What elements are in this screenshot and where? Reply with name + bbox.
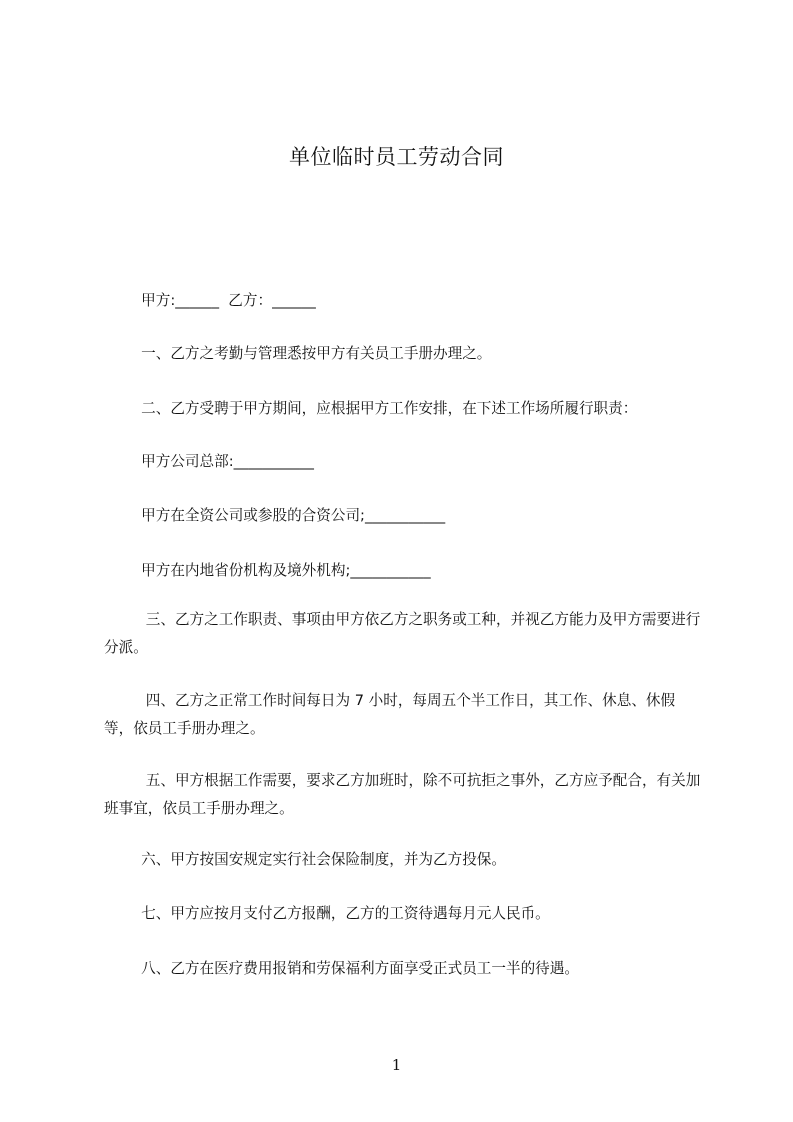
workplace-regional: 甲方在内地省份机构及境外机构;___________ xyxy=(104,562,431,579)
clause-2: 二、乙方受聘于甲方期间，应根据甲方工作安排，在下述工作场所履行职责： xyxy=(104,400,638,417)
clause-6: 六、甲方按国安规定实行社会保险制度，并为乙方投保。 xyxy=(104,851,506,868)
workplace-subsidiary: 甲方在全资公司或参股的合资公司;___________ xyxy=(104,507,446,524)
clause-4: 四、乙方之正常工作时间每日为 7 小时，每周五个半工作日，其工作、休息、休假等，依员工手册办理之。 xyxy=(104,692,676,737)
clause-7: 七、甲方应按月支付乙方报酬，乙方的工资待遇每月元人民币。 xyxy=(104,905,550,922)
party-line: 甲方:______ 乙方：______ xyxy=(104,292,316,309)
page-number: 1 xyxy=(391,1056,402,1074)
clause-3: 三、乙方之工作职责、事项由甲方依乙方之职务或工种，并视乙方能力及甲方需要进行分派。 xyxy=(104,611,701,656)
document-title: 单位临时员工劳动合同 xyxy=(289,145,504,169)
clause-1: 一、乙方之考勤与管理悉按甲方有关员工手册办理之。 xyxy=(104,345,492,362)
workplace-headquarters: 甲方公司总部:___________ xyxy=(104,453,314,470)
clause-5: 五、甲方根据工作需要，要求乙方加班时，除不可抗拒之事外，乙方应予配合，有关加班事宜，依员工手册办理之。 xyxy=(104,772,701,817)
clause-8: 八、乙方在医疗费用报销和劳保福利方面享受正式员工一半的待遇。 xyxy=(104,960,579,977)
